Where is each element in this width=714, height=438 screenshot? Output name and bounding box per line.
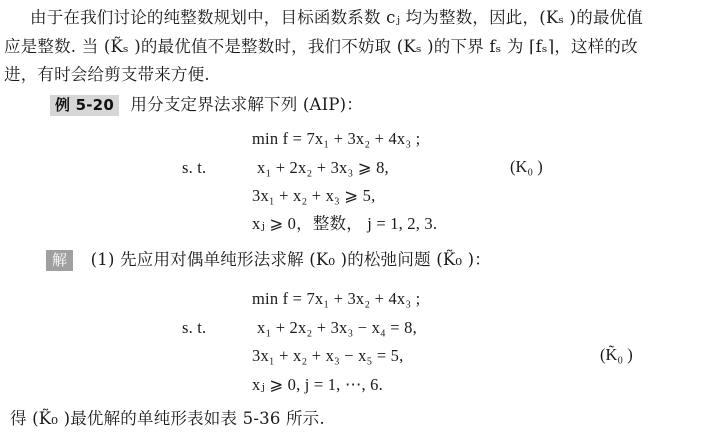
intro-line-1: 由于在我们讨论的纯整数规划中，目标函数系数 cⱼ 均为整数，因此，(Kₛ )的最优值 [30,8,643,27]
solution-label: 解 [46,250,73,271]
problem-k0r-label: (K̃₀ ) [600,345,633,364]
example-label: 例 5-20 [50,95,119,116]
problem-k0-constraint-1: x₁ + 2x₂ + 3x₃ ⩾ 8, [257,158,389,177]
problem-k0r-constraint-1: x₁ + 2x₂ + 3x₃ − x₄ = 8, [257,318,417,337]
example-heading [50,94,363,116]
example-text: 用分支定界法求解下列 (AIP)： [130,95,363,114]
problem-k0r-constraint-2: 3x₁ + x₂ + x₃ − x₅ = 5, [252,346,404,365]
intro-line-3: 进，有时会给剪支带来方便. [4,65,210,84]
problem-k0-objective: min f = 7x₁ + 3x₂ + 4x₃ ; [252,129,421,148]
problem-k0-label: (K₀ ) [510,157,543,176]
problem-k0-st: s. t. [182,158,207,177]
solution-heading [46,249,491,271]
problem-k0r-st: s. t. [182,318,207,337]
intro-line-2: 应是整数. 当 (K̃ₛ )的最优值不是整数时，我们不妨取 (Kₛ )的下界 fₛ 为 ⌈fₛ⌉，这样的改 [4,37,638,56]
solution-text: (1) 先应用对偶单纯形法求解 (K₀ )的松弛问题 (K̃₀ )： [90,250,491,269]
problem-k0-constraint-2: 3x₁ + x₂ + x₃ ⩾ 5, [252,186,376,205]
closing-sentence: 得 (K̃₀ )最优解的单纯形表如表 5-36 所示. [10,409,325,428]
problem-k0r-objective: min f = 7x₁ + 3x₂ + 4x₃ ; [252,289,421,308]
problem-k0-constraint-3: xⱼ ⩾ 0，整数， j = 1, 2, 3. [252,214,438,233]
problem-k0r-constraint-3: xⱼ ⩾ 0, j = 1, ⋯, 6. [252,375,383,394]
